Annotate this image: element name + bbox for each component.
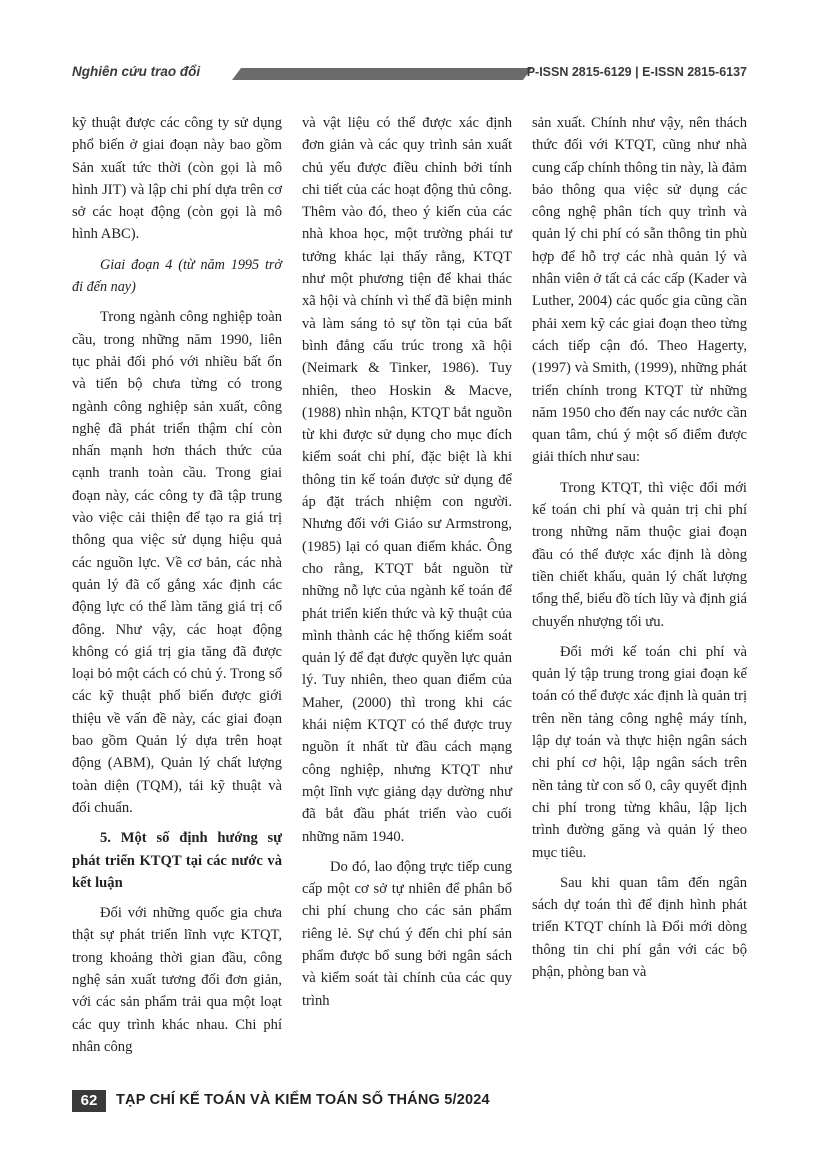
page-header — [0, 60, 819, 86]
journal-title: TẠP CHÍ KẾ TOÁN VÀ KIỂM TOÁN SỐ THÁNG 5/2024 — [116, 1092, 490, 1108]
text-column-1 — [72, 112, 282, 1066]
paragraph: Đối với những quốc gia chưa thật sự phát triển lĩnh vực KTQT, trong khoảng thời gian đầu, công nghệ sản xuất tương đối đơn giản, với các sản phẩm trải qua một loạt các quy trình khác nhau. Chi phí nhân công — [72, 905, 282, 1055]
paragraph: sản xuất. Chính như vậy, nên thách thức đối với KTQT, cũng như nhà cung cấp chính thông tin này, là đảm bảo thông qua việc sử dụng các công nghệ phân tích quy trình và quản lý chi phí có sẵn thông tin phù hợp để hỗ trợ các nhà quản lý và nhân viên ở tất cả các cấp (Kader và Luther, 2004) các quốc gia cũng cần phải xem kỹ các giai đoạn theo từng cách tiếp cận đó. Theo Hagerty, (1997) và Smith, (1999), những phát triển chính trong KTQT từ những năm 1950 cho đến nay các nước cần quan tâm, chú ý một số điểm được giải thích như sau: — [532, 115, 747, 466]
paragraph: Trong KTQT, thì việc đổi mới kế toán chi phí và quản trị chi phí trong những năm thuộc giai đoạn đầu có thể được xác định là dòng tiền chiết khấu, quản lý chất lượng tổng thể, biểu đồ tích lũy và định giá chuyển nhượng tối ưu. — [532, 479, 747, 630]
issn-label: P-ISSN 2815-6129 | E-ISSN 2815-6137 — [526, 65, 747, 79]
paragraph: Trong ngành công nghiệp toàn cầu, trong những năm 1990, liên tục phải đối phó với nhiều bất ổn và tiến bộ chưa từng có trong ngành công nghiệp sản xuất, công nghệ đã phát triển thậm chí còn nhấn mạnh hơn thách thức của cạnh tranh toàn cầu. Trong giai đoạn này, các công ty đã tập trung vào việc cải thiện để tạo ra giá trị thông qua việc sử dụng hiệu quả các nguồn lực. Về cơ bản, các nhà quản lý đã cố gắng xác định các động lực có thể làm tăng giá trị cổ đông. Như vậy, các hoạt động không có giá trị gia tăng đã được loại bỏ một cách có chủ ý. Trong số các kỹ thuật phổ biến được giới thiệu về vấn đề này, các giai đoạn bao gồm Quản lý dựa trên hoạt động (ABM), Quản lý chất lượng toàn diện (TQM), tái kỹ thuật và đối chuẩn. — [72, 309, 282, 816]
subsection-heading: Giai đoạn 4 (từ năm 1995 trở đi đến nay) — [72, 256, 282, 296]
text-column-3 — [532, 112, 747, 991]
paragraph: và vật liệu có thể được xác định đơn giản và các quy trình sản xuất chủ yếu được điều chỉnh bởi tính chi tiết của các hoạt động thủ công. Thêm vào đó, theo ý kiến của các nhà khoa học, một trường phái tư tưởng khác lại thấy rằng, KTQT như một phương tiện để khai thác xã hội và chính vì thế đã biện minh và làm sáng tỏ sự tồn tại của bất bình đẳng cấu trúc trong xã hội (Neimark & Tinker, 1986). Tuy nhiên, theo Hoskin & Macve, (1988) nhìn nhận, KTQT bắt nguồn từ khi được sử dụng cho mục đích kiểm soát chi phí, đặc biệt là khi thông tin kế toán được sử dụng để áp đặt trách nhiệm con người. Nhưng đối với Giáo sư Armstrong, (1985) lại có quan điểm khác. Ông cho rằng, KTQT bắt nguồn từ những nỗ lực của ngành kế toán để phát triển kiến thức và kỹ thuật của mình thành các hệ thống kiểm soát quản lý để đạt được quyền lực quản lý. Tuy nhiên, theo quan điểm của Maher, (2000) thì trong khi các khái niệm KTQT có thể được truy nguồn ít nhất từ đầu cách mạng công nghiệp, nhưng KTQT như một lĩnh vực giảng dạy dường như đã bắt đầu phát triển vào cuối những năm 1940. — [302, 115, 512, 845]
paragraph: Sau khi quan tâm đến ngân sách dự toán thì để định hình phát triển KTQT chính là Đổi mới dòng thông tin chi phí gắn với các bộ phận, phòng ban và — [532, 874, 747, 980]
text-column-2 — [302, 112, 512, 1020]
page-number: 62 — [72, 1090, 106, 1112]
section-heading: 5. Một số định hướng sự phát triển KTQT tại các nước và kết luận — [72, 830, 282, 891]
paragraph: Đổi mới kế toán chi phí và quản lý tập trung trong giai đoạn kế toán có thể được xác định là quản trị trên nền tảng công nghệ máy tính, lập dự toán và thực hiện ngân sách chi phí cơ hội, lập ngân sách trên nền tảng từ con số 0, cây quyết định chi phí trong từng khâu, lập lịch trình đường găng và quản lý theo mục tiêu. — [532, 643, 747, 861]
paragraph: Do đó, lao động trực tiếp cung cấp một cơ sở tự nhiên để phân bổ chi phí chung cho các sản phẩm riêng lẻ. Sự chú ý đến chi phí sản phẩm được bổ sung bởi ngân sách và kiểm soát tài chính của các quy trình — [302, 858, 512, 1009]
header-decorative-bar — [232, 68, 532, 80]
paragraph: kỹ thuật được các công ty sử dụng phổ biến ở giai đoạn này bao gồm Sản xuất tức thời (còn gọi là mô hình JIT) và lập chi phí dựa trên cơ sở các hoạt động (còn gọi là mô hình ABC). — [72, 115, 282, 243]
section-label: Nghiên cứu trao đổi — [72, 64, 201, 79]
